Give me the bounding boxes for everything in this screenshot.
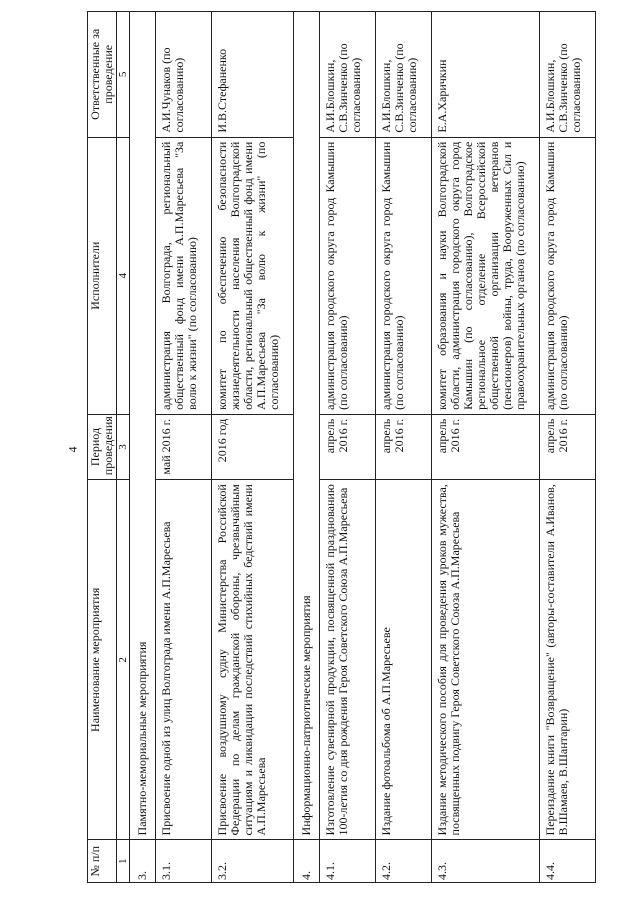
table-row <box>540 12 596 883</box>
header-name: Наименование мероприятия <box>88 480 117 840</box>
table-row <box>432 12 540 883</box>
row-name: Переиздание книги "Возвращение" (авторы-составители А.Иванов, В.Шамаев, В.Шантарин) <box>540 480 596 840</box>
row-responsible: Е.А.Харичкин <box>432 12 540 138</box>
row-executors: администрация Волгограда, региональный общественный фонд имени А.П.Маресьева "За волю к жизни" (по согласованию) <box>156 137 212 414</box>
table-row <box>320 12 376 883</box>
row-name: Изготовление сувенирной продукции, посвященной празднованию 100-летия со дня рождения Героя Советского Союза А.П.Маресьева <box>320 480 376 840</box>
row-name: Присвоение одной из улиц Волгограда имени А.П.Маресьева <box>156 480 212 840</box>
header-index: 2 <box>117 480 130 840</box>
header-index: 5 <box>117 12 130 138</box>
header-index-row <box>117 12 130 883</box>
section-number: 4. <box>294 840 320 883</box>
row-executors: комитет по обеспечению безопасности жизнедеятельности населения Волгоградской области, региональный общественный фонд имени А.П.Маресьева "За волю к жизни" (по согласованию) <box>212 137 294 414</box>
row-period: апрель 2016 г. <box>376 414 432 479</box>
row-responsible: А.И.Чунаков (по согласованию) <box>156 12 212 138</box>
rotated-page <box>87 9 627 889</box>
row-responsible: И.В.Стефаненко <box>212 12 294 138</box>
row-period: апрель 2016 г. <box>540 414 596 479</box>
section-row <box>294 12 320 883</box>
page-number: 4 <box>65 446 80 453</box>
table-row <box>212 12 294 883</box>
table-row <box>376 12 432 883</box>
section-title: Памятно-мемориальные мероприятия <box>130 12 156 840</box>
row-executors: администрация городского округа город Камышин (по согласованию) <box>320 137 376 414</box>
row-name: Издание методического пособия для проведения уроков мужества, посвященных подвигу Героя Советского Союза А.П.Маресьева <box>432 480 540 840</box>
row-executors: администрация городского округа город Камышин (по согласованию) <box>540 137 596 414</box>
table-row <box>156 12 212 883</box>
events-table <box>87 11 596 883</box>
row-number: 4.1. <box>320 840 376 883</box>
header-index: 3 <box>117 414 130 479</box>
header-period: Период проведения <box>88 414 117 479</box>
header-num: № п/п <box>88 840 117 883</box>
row-name: Издание фотоальбома об А.П.Маресьеве <box>376 480 432 840</box>
row-responsible: А.И.Блошкин, С.В.Зинченко (по согласованию) <box>376 12 432 138</box>
row-number: 3.1. <box>156 840 212 883</box>
row-number: 4.4. <box>540 840 596 883</box>
section-row <box>130 12 156 883</box>
row-responsible: А.И.Блошкин, С.В.Зинченко (по согласованию) <box>320 12 376 138</box>
header-executors: Исполнители <box>88 137 117 414</box>
row-period: апрель 2016 г. <box>320 414 376 479</box>
row-number: 4.2. <box>376 840 432 883</box>
row-period: май 2016 г. <box>156 414 212 479</box>
header-responsible: Ответственные за проведение <box>88 12 117 138</box>
row-executors: комитет образования и науки Волгоградской области, администрация городского округа город Камышин (по согласованию), Волгоградское региональное отделение Всероссийской общественной организации ветеранов (пенсионеров) войны, труда, Вооруженных Сил и правоохранительных органов (по согласованию) <box>432 137 540 414</box>
section-number: 3. <box>130 840 156 883</box>
row-responsible: А.И.Блошкин, С.В.Зинченко (по согласованию) <box>540 12 596 138</box>
row-period: апрель 2016 г. <box>432 414 540 479</box>
row-number: 3.2. <box>212 840 294 883</box>
row-period: 2016 год <box>212 414 294 479</box>
table-header-row <box>88 12 117 883</box>
header-index: 4 <box>117 137 130 414</box>
row-number: 4.3. <box>432 840 540 883</box>
section-title: Информационно-патриотические мероприятия <box>294 12 320 840</box>
row-executors: администрация городского округа город Камышин (по согласованию) <box>376 137 432 414</box>
row-name: Присвоение воздушному судну Министерства Российской Федерации по делам гражданской обороны, чрезвычайным ситуациям и ликвидации последствий стихийных бедствий имени А.П.Маресьева <box>212 480 294 840</box>
header-index: 1 <box>117 840 130 883</box>
